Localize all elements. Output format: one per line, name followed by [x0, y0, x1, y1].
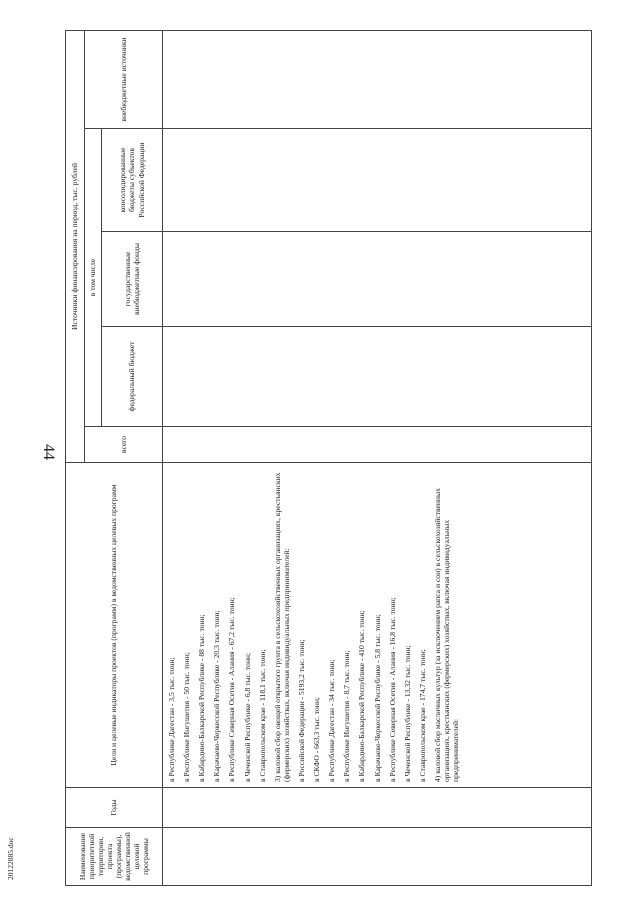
- header-including: в том числе: [85, 129, 102, 427]
- goal-line: в Республике Ингушетия - 8,7 тыс. тонн;: [342, 650, 352, 782]
- header-state-funds: государственные внебюджетные фонды: [102, 232, 163, 327]
- header-years: Годы: [66, 788, 163, 828]
- header-total: всего: [85, 427, 163, 463]
- goal-line: в Республике Северная Осетия - Алания - 16,8 тыс. тонн;: [387, 597, 397, 782]
- cell-state-funds: [163, 232, 592, 327]
- cell-name: [163, 828, 592, 886]
- header-name: Наименование приоритетной территории, проекта (программы), ведомственной целевой программы: [66, 828, 163, 886]
- goal-line: в Карачаево-Черкесской Республике - 20,3 тыс. тонн;: [212, 610, 222, 782]
- goal-line: в Республике Дагестан - 34 тыс. тонн;: [327, 659, 337, 782]
- header-regional: консолидированные бюджеты субъектов Российской Федерации: [102, 129, 163, 232]
- header-goals: Цели и целевые индикаторы проектов (программ) в ведомственных целевых программ: [66, 463, 163, 788]
- header-sources: Источники финансирования на период, тыс. рублей: [66, 31, 85, 463]
- goal-line: в Республике Ингушетия - 50 тыс. тонн;: [182, 652, 192, 782]
- table-sheet: [65, 31, 635, 886]
- goal-line: 3) валовой сбор овощей открытого грунта в сельскохозяйственных организациях, крестьянских (фермерских) хозяйствах, включая индивидуальных предпринимателей:: [272, 472, 291, 782]
- goal-line: в Карачаево-Черкесской Республике - 5,8 тыс. тонн;: [372, 614, 382, 782]
- cell-years: [163, 788, 592, 828]
- page-number: 44: [40, 444, 57, 460]
- goal-line: в Кабардино-Балкарской Республике - 88 тыс. тонн;: [197, 614, 207, 782]
- cell-regional: [163, 129, 592, 232]
- goal-line: в Кабардино-Балкарской Республике - 410 тыс. тонн;: [357, 610, 367, 782]
- goal-line: в Чеченской Республике - 6,8 тыс. тонн;: [242, 652, 252, 782]
- cell-offbudget: [163, 31, 592, 129]
- document-code-text: 20122885.doc: [6, 837, 15, 880]
- cell-goals: [163, 463, 592, 788]
- cell-total: [163, 427, 592, 463]
- goal-line: в Чеченской Республике - 13,32 тыс. тонн;: [402, 645, 412, 782]
- header-federal: федеральный бюджет: [102, 327, 163, 427]
- goal-line: в Ставропольском крае - 174,7 тыс. тонн;: [417, 649, 427, 782]
- goal-line: в Ставропольском крае - 118,1 тыс. тонн;: [257, 649, 267, 782]
- goal-line: в Республике Северная Осетия - Алания - 67,2 тыс. тонн;: [227, 597, 237, 782]
- goal-line: в Российской Федерации - 5193,2 тыс. тонн;: [296, 639, 306, 782]
- header-offbudget: внебюджетные источники: [85, 31, 163, 129]
- cell-federal: [163, 327, 592, 427]
- financing-table: [65, 30, 592, 886]
- rotated-table-wrapper: [65, 31, 635, 886]
- goal-line: в СКФО - 663,3 тыс. тонн;: [312, 696, 322, 782]
- goal-line: в Республике Дагестан - 3,5 тыс. тонн;: [167, 657, 176, 782]
- goal-line: 4) валовой сбор масличных культур (за исключением рапса и сои) в сельскохозяйственных организациях, крестьянских (фермерских) хозяйствах, включая индивидуальных предпринимателей:: [432, 488, 461, 782]
- document-code: [6, 837, 16, 890]
